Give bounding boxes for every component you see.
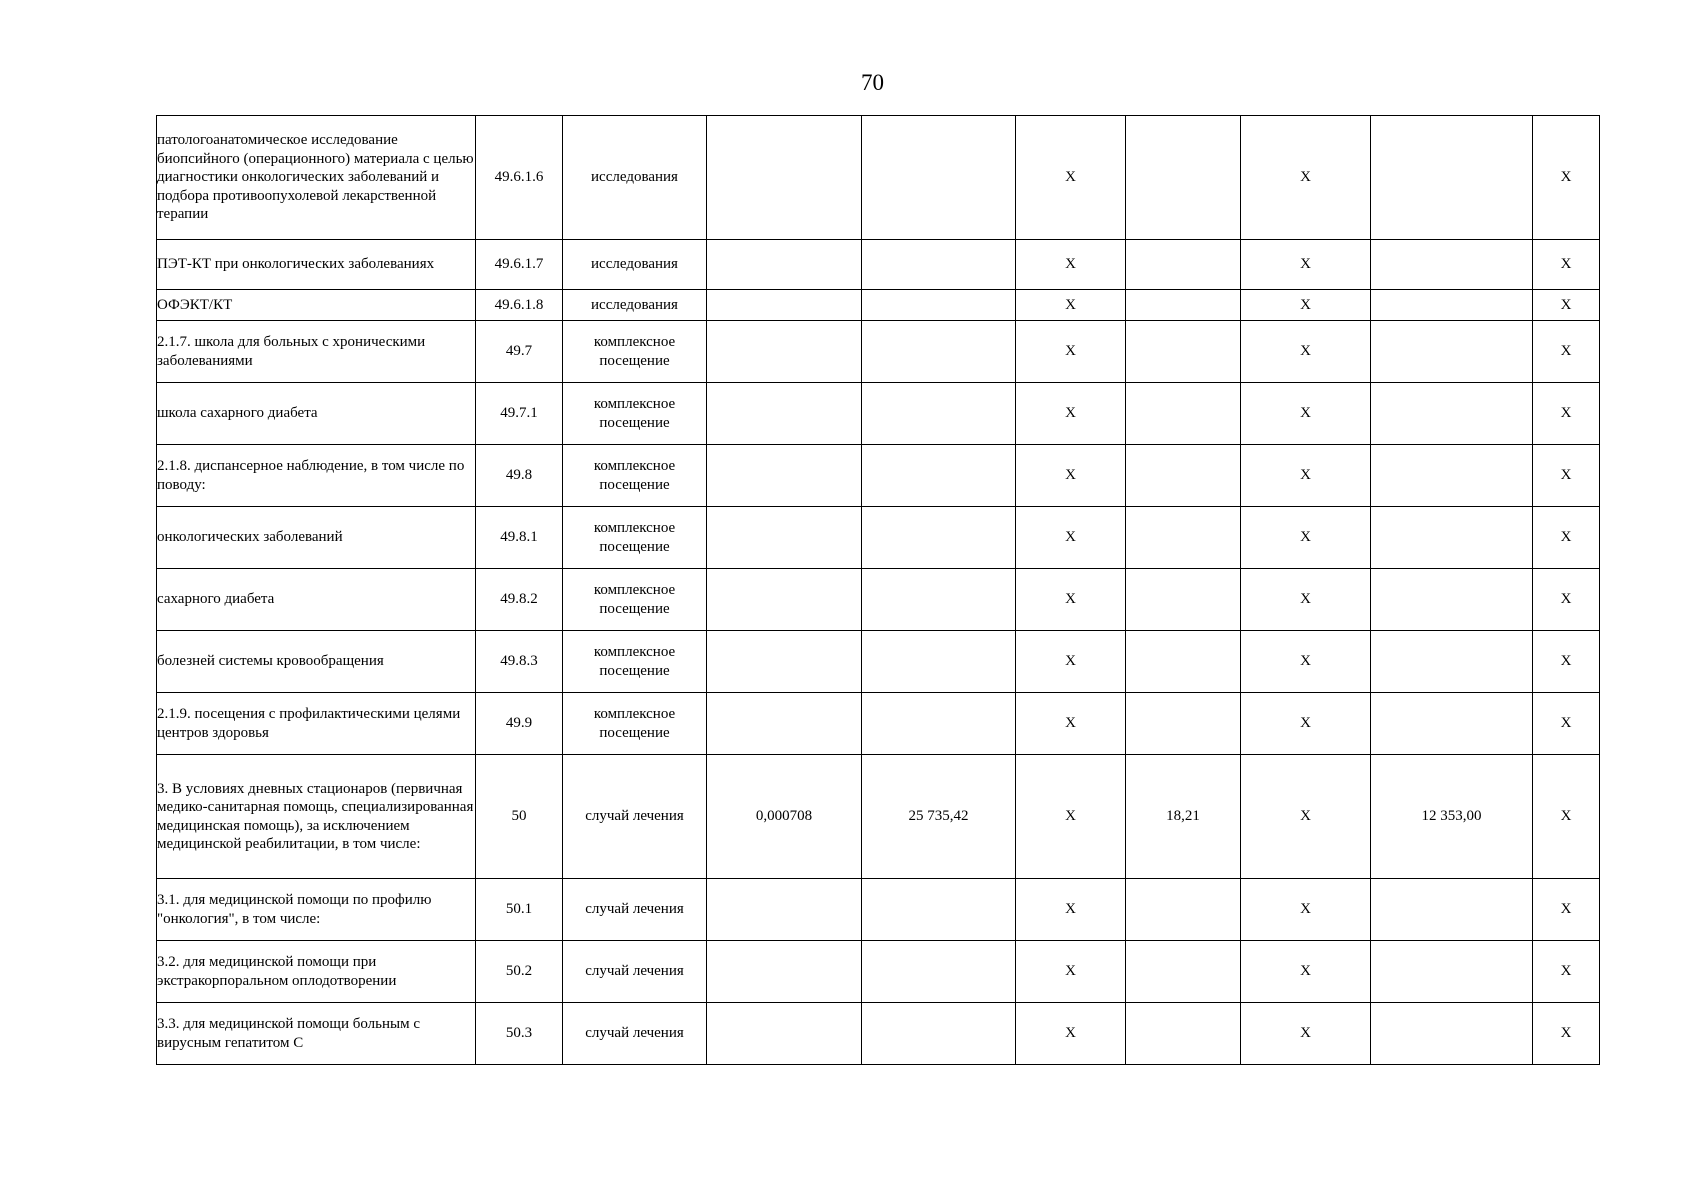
row-name-cell: 3.3. для медицинской помощи больным с вирусным гепатитом С	[157, 1003, 476, 1065]
row-unit-cell: комплексное посещение	[563, 693, 707, 755]
row-value-1-cell	[707, 290, 862, 321]
row-value-6-cell	[1371, 240, 1533, 290]
row-value-5-cell: X	[1241, 941, 1371, 1003]
row-value-5-cell: X	[1241, 569, 1371, 631]
row-value-5-cell: X	[1241, 290, 1371, 321]
row-value-3-cell: X	[1016, 569, 1126, 631]
row-value-7-cell: X	[1533, 445, 1600, 507]
row-value-7-cell: X	[1533, 240, 1600, 290]
row-value-1-cell	[707, 693, 862, 755]
row-value-3-cell: X	[1016, 693, 1126, 755]
table-row	[157, 383, 1600, 445]
row-value-6-cell	[1371, 1003, 1533, 1065]
row-value-7-cell: X	[1533, 941, 1600, 1003]
row-name-cell: 2.1.8. диспансерное наблюдение, в том числе по поводу:	[157, 445, 476, 507]
row-value-3-cell: X	[1016, 445, 1126, 507]
row-code-cell: 49.8.1	[476, 507, 563, 569]
row-unit-cell: исследования	[563, 240, 707, 290]
table-row	[157, 445, 1600, 507]
row-value-5-cell: X	[1241, 383, 1371, 445]
row-name-cell: онкологических заболеваний	[157, 507, 476, 569]
row-value-5-cell: X	[1241, 116, 1371, 240]
table-row	[157, 755, 1600, 879]
row-value-6-cell	[1371, 116, 1533, 240]
row-value-6-cell: 12 353,00	[1371, 755, 1533, 879]
row-value-2-cell: 25 735,42	[862, 755, 1016, 879]
row-value-3-cell: X	[1016, 321, 1126, 383]
row-value-2-cell	[862, 631, 1016, 693]
row-value-1-cell	[707, 879, 862, 941]
row-code-cell: 49.6.1.8	[476, 290, 563, 321]
page-number: 70	[861, 70, 884, 95]
row-value-6-cell	[1371, 631, 1533, 693]
row-value-5-cell: X	[1241, 879, 1371, 941]
row-value-1-cell	[707, 321, 862, 383]
row-unit-cell: случай лечения	[563, 755, 707, 879]
row-value-1-cell	[707, 445, 862, 507]
row-value-4-cell: 18,21	[1126, 755, 1241, 879]
row-value-1-cell	[707, 569, 862, 631]
row-unit-cell: комплексное посещение	[563, 321, 707, 383]
row-value-1-cell	[707, 631, 862, 693]
row-value-6-cell	[1371, 383, 1533, 445]
row-code-cell: 50.2	[476, 941, 563, 1003]
row-code-cell: 49.8.3	[476, 631, 563, 693]
row-value-6-cell	[1371, 445, 1533, 507]
row-name-cell: 3.2. для медицинской помощи при экстракорпоральном оплодотворении	[157, 941, 476, 1003]
row-value-4-cell	[1126, 321, 1241, 383]
row-value-5-cell: X	[1241, 693, 1371, 755]
row-unit-cell: комплексное посещение	[563, 631, 707, 693]
row-code-cell: 49.7	[476, 321, 563, 383]
row-value-5-cell: X	[1241, 1003, 1371, 1065]
row-value-7-cell: X	[1533, 693, 1600, 755]
row-value-3-cell: X	[1016, 755, 1126, 879]
row-value-4-cell	[1126, 941, 1241, 1003]
row-value-2-cell	[862, 941, 1016, 1003]
row-value-4-cell	[1126, 693, 1241, 755]
row-value-7-cell: X	[1533, 507, 1600, 569]
row-code-cell: 49.8	[476, 445, 563, 507]
row-name-cell: сахарного диабета	[157, 569, 476, 631]
row-value-2-cell	[862, 240, 1016, 290]
row-value-4-cell	[1126, 383, 1241, 445]
row-value-2-cell	[862, 1003, 1016, 1065]
row-value-2-cell	[862, 507, 1016, 569]
row-value-7-cell: X	[1533, 755, 1600, 879]
row-value-3-cell: X	[1016, 631, 1126, 693]
row-code-cell: 49.6.1.6	[476, 116, 563, 240]
row-name-cell: 2.1.7. школа для больных с хроническими заболеваниями	[157, 321, 476, 383]
row-value-7-cell: X	[1533, 569, 1600, 631]
row-value-2-cell	[862, 879, 1016, 941]
row-code-cell: 50.1	[476, 879, 563, 941]
row-value-7-cell: X	[1533, 383, 1600, 445]
row-value-5-cell: X	[1241, 631, 1371, 693]
row-name-cell: 3.1. для медицинской помощи по профилю "онкология", в том числе:	[157, 879, 476, 941]
row-value-6-cell	[1371, 321, 1533, 383]
row-unit-cell: случай лечения	[563, 941, 707, 1003]
row-value-3-cell: X	[1016, 879, 1126, 941]
row-name-cell: ПЭТ-КТ при онкологических заболеваниях	[157, 240, 476, 290]
row-unit-cell: исследования	[563, 290, 707, 321]
table-row	[157, 240, 1600, 290]
row-value-3-cell: X	[1016, 1003, 1126, 1065]
row-unit-cell: случай лечения	[563, 1003, 707, 1065]
row-value-3-cell: X	[1016, 507, 1126, 569]
row-code-cell: 49.6.1.7	[476, 240, 563, 290]
row-value-4-cell	[1126, 290, 1241, 321]
row-code-cell: 50.3	[476, 1003, 563, 1065]
data-table	[156, 115, 1600, 1065]
row-value-4-cell	[1126, 507, 1241, 569]
row-value-3-cell: X	[1016, 290, 1126, 321]
row-unit-cell: случай лечения	[563, 879, 707, 941]
table-row	[157, 321, 1600, 383]
row-value-1-cell	[707, 1003, 862, 1065]
table-row	[157, 879, 1600, 941]
row-value-1-cell	[707, 507, 862, 569]
row-value-3-cell: X	[1016, 116, 1126, 240]
table-row	[157, 631, 1600, 693]
table-row	[157, 941, 1600, 1003]
row-value-6-cell	[1371, 569, 1533, 631]
row-unit-cell: комплексное посещение	[563, 507, 707, 569]
table-body	[157, 116, 1600, 1065]
row-code-cell: 49.7.1	[476, 383, 563, 445]
row-value-7-cell: X	[1533, 290, 1600, 321]
row-name-cell: ОФЭКТ/КТ	[157, 290, 476, 321]
row-value-6-cell	[1371, 290, 1533, 321]
row-value-2-cell	[862, 569, 1016, 631]
row-value-6-cell	[1371, 941, 1533, 1003]
row-value-1-cell	[707, 116, 862, 240]
table-row	[157, 507, 1600, 569]
row-value-4-cell	[1126, 569, 1241, 631]
row-value-2-cell	[862, 116, 1016, 240]
row-value-5-cell: X	[1241, 507, 1371, 569]
row-value-2-cell	[862, 445, 1016, 507]
row-value-4-cell	[1126, 879, 1241, 941]
row-unit-cell: комплексное посещение	[563, 569, 707, 631]
row-value-6-cell	[1371, 693, 1533, 755]
row-unit-cell: комплексное посещение	[563, 383, 707, 445]
row-name-cell: патологоанатомическое исследование биопсийного (операционного) материала с целью диагностики онкологических заболеваний и подбора противоопухолевой лекарственной терапии	[157, 116, 476, 240]
table-row	[157, 290, 1600, 321]
row-value-1-cell	[707, 240, 862, 290]
row-value-5-cell: X	[1241, 755, 1371, 879]
row-value-4-cell	[1126, 116, 1241, 240]
row-value-1-cell	[707, 941, 862, 1003]
row-value-7-cell: X	[1533, 879, 1600, 941]
row-name-cell: 2.1.9. посещения с профилактическими целями центров здоровья	[157, 693, 476, 755]
table-row	[157, 116, 1600, 240]
row-value-2-cell	[862, 321, 1016, 383]
row-value-4-cell	[1126, 240, 1241, 290]
row-value-5-cell: X	[1241, 445, 1371, 507]
row-value-1-cell: 0,000708	[707, 755, 862, 879]
row-value-2-cell	[862, 383, 1016, 445]
row-value-7-cell: X	[1533, 1003, 1600, 1065]
row-value-1-cell	[707, 383, 862, 445]
row-code-cell: 50	[476, 755, 563, 879]
row-value-7-cell: X	[1533, 321, 1600, 383]
table-row	[157, 569, 1600, 631]
row-value-5-cell: X	[1241, 240, 1371, 290]
row-name-cell: болезней системы кровообращения	[157, 631, 476, 693]
row-value-7-cell: X	[1533, 116, 1600, 240]
row-value-4-cell	[1126, 1003, 1241, 1065]
row-unit-cell: комплексное посещение	[563, 445, 707, 507]
row-value-3-cell: X	[1016, 941, 1126, 1003]
row-value-2-cell	[862, 290, 1016, 321]
row-value-3-cell: X	[1016, 240, 1126, 290]
table-row	[157, 693, 1600, 755]
row-value-2-cell	[862, 693, 1016, 755]
table-row	[157, 1003, 1600, 1065]
row-unit-cell: исследования	[563, 116, 707, 240]
row-value-6-cell	[1371, 507, 1533, 569]
row-value-6-cell	[1371, 879, 1533, 941]
row-code-cell: 49.8.2	[476, 569, 563, 631]
row-name-cell: 3. В условиях дневных стационаров (первичная медико-санитарная помощь, специализированная медицинская помощь), за исключением медицинской реабилитации, в том числе:	[157, 755, 476, 879]
row-code-cell: 49.9	[476, 693, 563, 755]
row-value-7-cell: X	[1533, 631, 1600, 693]
row-value-4-cell	[1126, 445, 1241, 507]
row-value-3-cell: X	[1016, 383, 1126, 445]
row-value-5-cell: X	[1241, 321, 1371, 383]
row-name-cell: школа сахарного диабета	[157, 383, 476, 445]
row-value-4-cell	[1126, 631, 1241, 693]
